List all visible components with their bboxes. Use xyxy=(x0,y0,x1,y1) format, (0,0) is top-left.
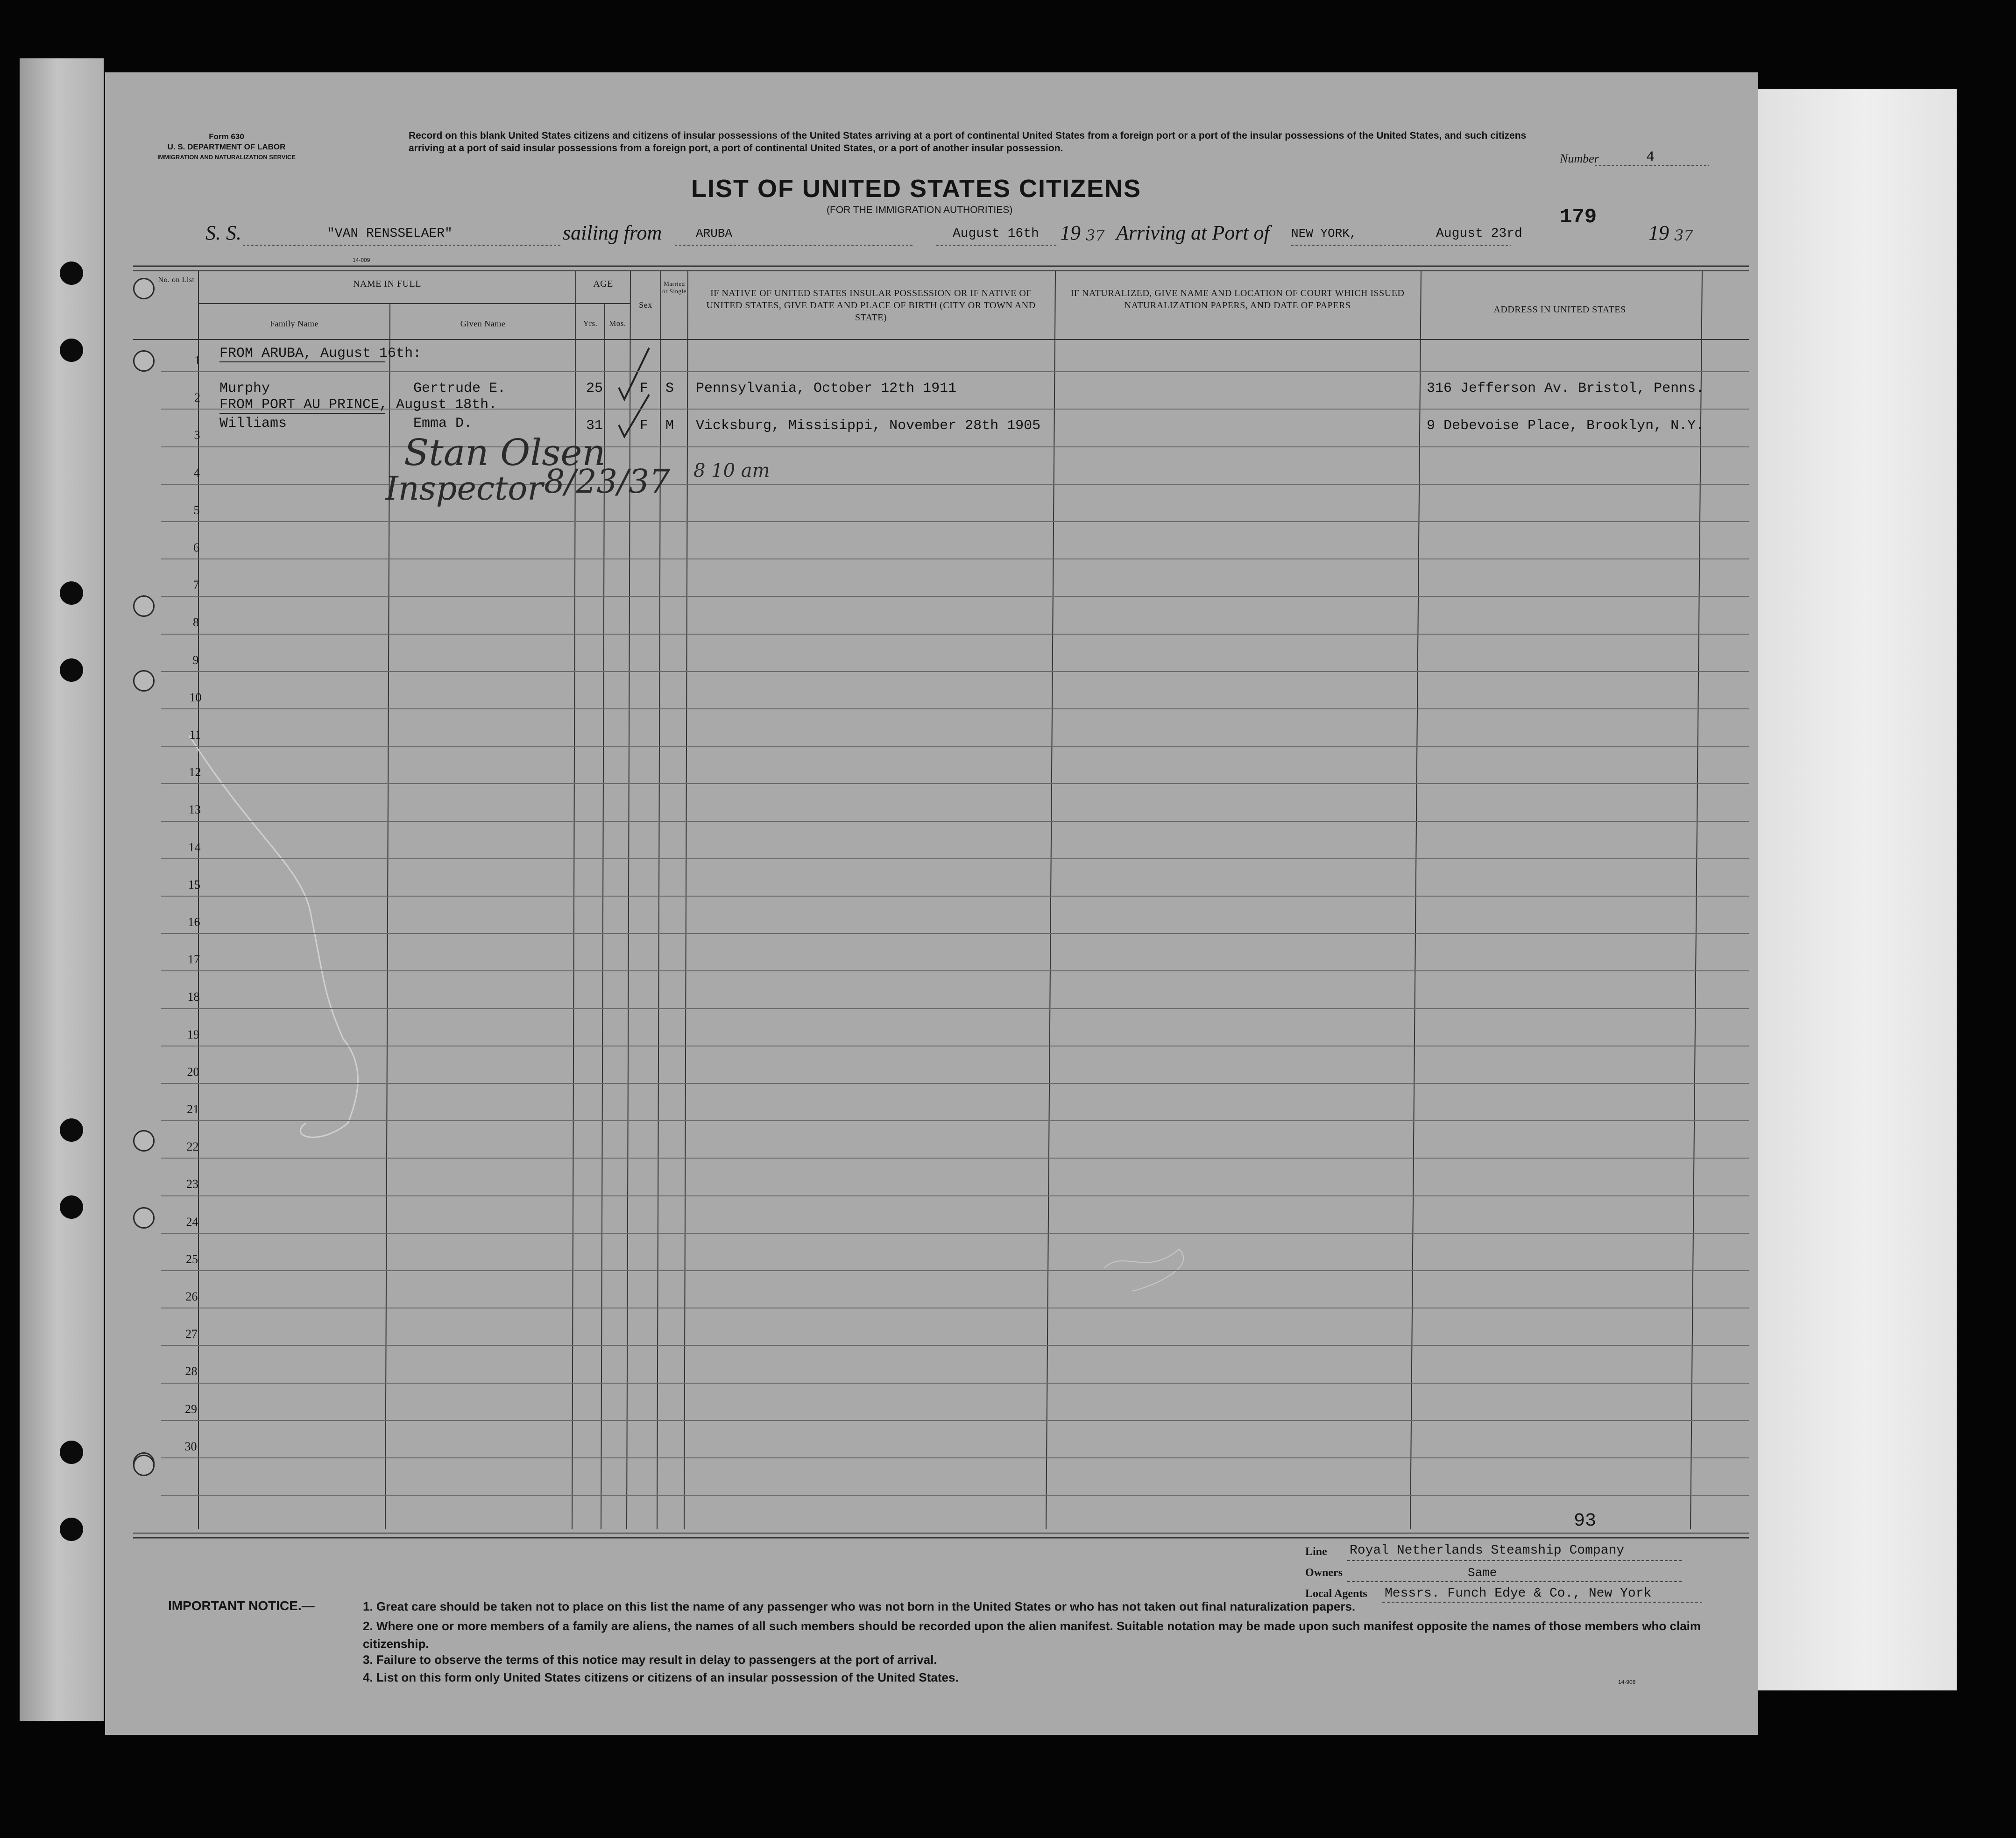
row-rule xyxy=(161,558,1749,559)
form-id-block xyxy=(149,132,304,163)
row-rule xyxy=(161,1345,1749,1346)
row-rule xyxy=(161,446,1749,447)
age-years: 25 xyxy=(586,381,603,396)
line-number: 16 xyxy=(188,915,200,929)
section-heading: FROM PORT AU PRINCE, August 18th. xyxy=(219,397,497,413)
ss-label: S. S. xyxy=(205,221,241,244)
age-years: 31 xyxy=(586,418,603,434)
row-rule xyxy=(161,783,1749,784)
sex: F xyxy=(640,418,649,434)
line-number: 14 xyxy=(188,841,201,854)
punch-hole xyxy=(60,339,83,362)
binder-ring xyxy=(133,350,155,372)
punch-hole xyxy=(60,262,83,285)
line-number: 29 xyxy=(185,1402,197,1416)
family-name: Williams xyxy=(219,416,287,431)
arrival-year-prefix: 19 xyxy=(1648,221,1669,244)
notice-item: 3. Failure to observe the terms of this notice may result in delay to passengers at the port of arrival. xyxy=(363,1653,937,1667)
line-number: 19 xyxy=(187,1028,199,1041)
punch-hole xyxy=(60,1195,83,1219)
notice-item: 2. Where one or more members of a family are aliens, the names of all such members should be recorded upon the alien manifest. Suitable notation may be made upon such manifest opposite the names of those members who claim citizenship. xyxy=(363,1619,1701,1651)
arriving-label: Arriving at Port of xyxy=(1116,221,1270,244)
line-number: 4 xyxy=(194,466,200,480)
line-number: 26 xyxy=(185,1290,198,1303)
arrival-year: 37 xyxy=(1674,226,1693,244)
row-rule xyxy=(161,634,1749,635)
owners-value: Same xyxy=(1468,1566,1497,1580)
arrival-port: NEW YORK, xyxy=(1291,226,1357,240)
inspector-name: Stan Olsen xyxy=(404,432,606,474)
form-instruction: Record on this blank United States citizens and citizens of insular possessions of the United States arriving at a port of continental United States from a foreign port or a port of the insular possessions of the United States, and such citizens arriving at a port of said insular possessions from a foreign port, a port of continental United States, or a port of another insular possession. xyxy=(409,130,1527,154)
line-number: 12 xyxy=(189,765,201,779)
row-rule xyxy=(161,371,1749,372)
binder-ring xyxy=(133,670,155,692)
arrival-date: August 23rd xyxy=(1436,226,1522,241)
line-number: 2 xyxy=(194,391,200,404)
line-label: Line xyxy=(1305,1546,1327,1558)
col-given-name: Given Name xyxy=(460,319,506,328)
row-rule xyxy=(161,1420,1749,1421)
department-name: U. S. DEPARTMENT OF LABOR xyxy=(167,142,286,151)
row-rule xyxy=(161,1120,1749,1121)
row-rule xyxy=(161,671,1749,672)
sex: F xyxy=(640,381,649,396)
inspector-title: Inspector xyxy=(385,469,543,508)
col-birth: IF NATIVE OF UNITED STATES INSULAR POSSESSION OR IF NATIVE OF UNITED STATES, GIVE DATE AND PLACE OF BIRTH (CITY OR TOWN AND STATE) xyxy=(706,288,1036,323)
number-value: 4 xyxy=(1646,149,1655,165)
sailing-from: ARUBA xyxy=(696,226,733,240)
departure-year-prefix: 19 xyxy=(1060,221,1081,244)
marital-status: M xyxy=(665,418,674,434)
line-number: 21 xyxy=(187,1103,199,1116)
row-rule xyxy=(161,1158,1749,1159)
row-rule xyxy=(161,1008,1749,1009)
given-name: Emma D. xyxy=(413,416,473,431)
line-number: 24 xyxy=(186,1215,198,1229)
family-name: Murphy xyxy=(219,381,270,396)
line-number: 15 xyxy=(188,878,200,891)
punch-hole xyxy=(60,658,83,682)
inspection-date: 8/23/37 xyxy=(544,462,670,501)
line-number: 17 xyxy=(188,953,200,966)
line-number: 23 xyxy=(186,1177,198,1191)
line-number: 9 xyxy=(192,653,199,667)
number-label: Number xyxy=(1560,152,1599,165)
col-sex: Sex xyxy=(639,300,652,310)
row-rule xyxy=(161,1270,1749,1271)
line-value: Royal Netherlands Steamship Company xyxy=(1350,1543,1625,1558)
col-address: ADDRESS IN UNITED STATES xyxy=(1493,304,1626,315)
row-rule xyxy=(161,746,1749,747)
line-number: 5 xyxy=(193,503,200,517)
col-no-on-list: No. on List xyxy=(158,276,195,284)
col-married-single: Married or Single xyxy=(662,280,686,295)
form-code: 14-906 xyxy=(1618,1679,1636,1685)
us-address: 316 Jefferson Av. Bristol, Penns. xyxy=(1427,381,1705,396)
owners-label: Owners xyxy=(1305,1567,1343,1579)
inspection-time: 8 10 am xyxy=(693,460,770,481)
binder-strip xyxy=(20,58,104,1721)
row-rule xyxy=(161,858,1749,859)
us-address: 9 Debevoise Place, Brooklyn, N.Y. xyxy=(1427,418,1705,434)
binder-ring xyxy=(133,278,155,299)
row-rule xyxy=(161,821,1749,822)
notice-label: IMPORTANT NOTICE.— xyxy=(168,1598,315,1613)
col-age-mos: Mos. xyxy=(609,319,626,328)
line-number: 6 xyxy=(193,541,199,554)
row-rule xyxy=(161,521,1749,522)
row-rule xyxy=(161,896,1749,897)
stamped-number: 179 xyxy=(1560,205,1597,229)
service-name: IMMIGRATION AND NATURALIZATION SERVICE xyxy=(157,154,296,161)
back-sheet xyxy=(1728,89,1957,1690)
notice-item: 1. Great care should be taken not to place on this list the name of any passenger who was not born in the United States or who has not taken out final naturalization papers. xyxy=(363,1599,1356,1613)
row-rule xyxy=(161,1383,1749,1384)
ship-name: "VAN RENSSELAER" xyxy=(327,226,453,241)
line-number: 8 xyxy=(193,615,199,629)
col-name-in-full: NAME IN FULL xyxy=(353,279,421,289)
departure-year: 37 xyxy=(1086,226,1105,244)
row-rule xyxy=(161,1233,1749,1234)
sailing-from-label: sailing from xyxy=(563,221,662,244)
marital-status: S xyxy=(665,381,674,396)
row-rule xyxy=(161,596,1749,597)
punch-hole xyxy=(60,1518,83,1541)
row-rule xyxy=(161,1195,1749,1196)
row-rule xyxy=(161,1083,1749,1084)
birth-info: Pennsylvania, October 12th 1911 xyxy=(696,381,957,396)
row-rule xyxy=(161,1457,1749,1458)
binder-ring xyxy=(133,1455,155,1476)
punch-hole xyxy=(60,581,83,605)
line-number: 18 xyxy=(187,990,200,1004)
binder-ring xyxy=(133,1207,155,1229)
line-number: 27 xyxy=(185,1327,198,1341)
row-rule xyxy=(161,933,1749,934)
printer-mark: 14-009 xyxy=(353,257,370,263)
col-age: AGE xyxy=(593,279,613,289)
agents-label: Local Agents xyxy=(1305,1588,1367,1600)
line-number: 10 xyxy=(189,691,202,704)
page-title: LIST OF UNITED STATES CITIZENS xyxy=(691,175,1141,203)
notice-item: 4. List on this form only United States citizens or citizens of an insular possession of the United States. xyxy=(363,1670,959,1684)
punch-hole xyxy=(60,1441,83,1464)
row-rule xyxy=(161,970,1749,971)
row-rule xyxy=(161,708,1749,709)
punch-hole xyxy=(60,1118,83,1142)
agents-value: Messrs. Funch Edye & Co., New York xyxy=(1385,1586,1652,1601)
line-number: 20 xyxy=(187,1065,199,1079)
section-heading: FROM ARUBA, August 16th: xyxy=(219,346,422,361)
col-naturalized: IF NATURALIZED, GIVE NAME AND LOCATION OF COURT WHICH ISSUED NATURALIZATION PAPERS, AND DATE OF PAPERS xyxy=(1070,288,1405,311)
manifest-page xyxy=(105,72,1758,1735)
col-age-yrs: Yrs. xyxy=(583,319,598,328)
line-number: 30 xyxy=(184,1440,197,1453)
row-rule xyxy=(161,1495,1749,1496)
line-number: 3 xyxy=(194,428,200,442)
page-subtitle: (FOR THE IMMIGRATION AUTHORITIES) xyxy=(827,205,1013,215)
departure-date: August 16th xyxy=(953,226,1039,241)
line-number: 7 xyxy=(193,578,199,592)
col-family-name: Family Name xyxy=(270,319,318,328)
line-number: 1 xyxy=(194,353,201,367)
line-number: 22 xyxy=(186,1140,199,1153)
birth-info: Vicksburg, Missisippi, November 28th 1905 xyxy=(696,418,1041,434)
line-number: 25 xyxy=(186,1252,198,1266)
page-stamp: 93 xyxy=(1574,1511,1597,1532)
binder-ring xyxy=(133,1130,155,1152)
line-number: 11 xyxy=(189,728,201,742)
given-name: Gertrude E. xyxy=(413,381,506,396)
form-number: Form 630 xyxy=(209,132,244,141)
binder-ring xyxy=(133,595,155,617)
line-number: 13 xyxy=(189,803,201,816)
line-number: 28 xyxy=(185,1364,198,1378)
